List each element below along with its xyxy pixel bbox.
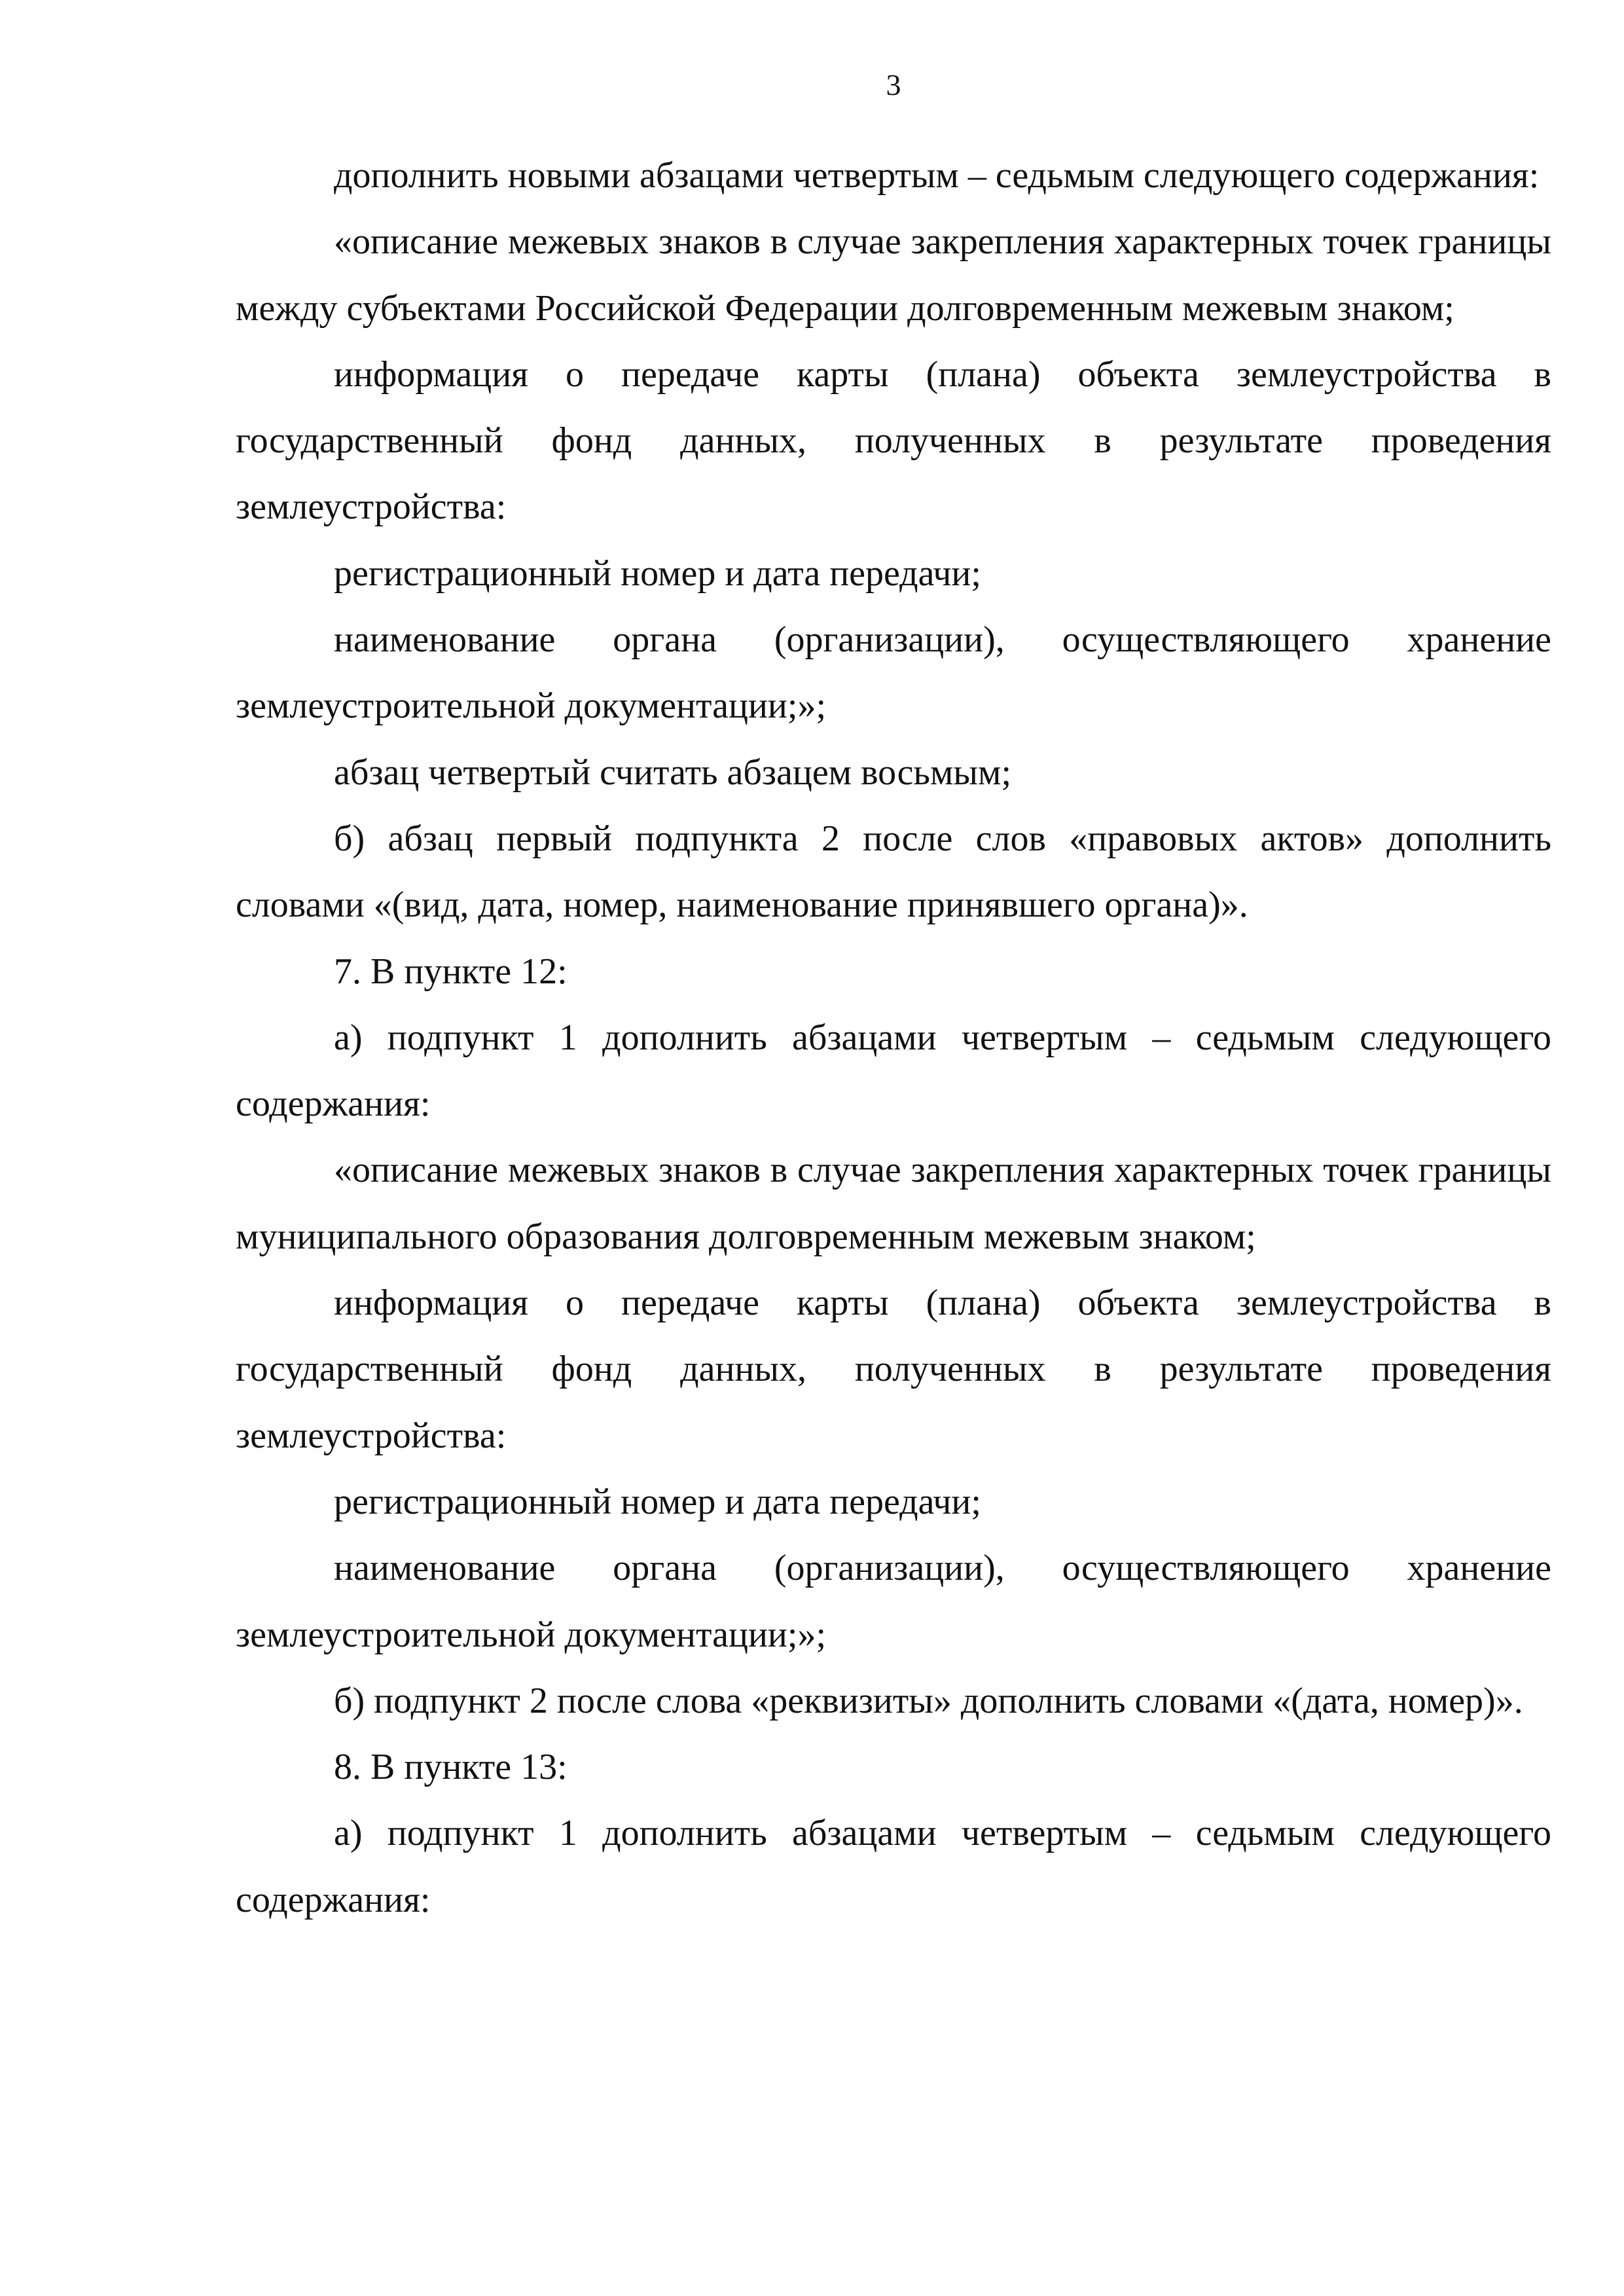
- paragraph: регистрационный номер и дата передачи;: [334, 1481, 981, 1522]
- section-heading: 8. В пункте 13:: [334, 1747, 568, 1788]
- paragraph: информация о передаче карты (плана) объекта землеустройства в государственный фонд данных, полученных в результате проведения землеустройства:: [236, 354, 1551, 528]
- paragraph: б) подпункт 2 после слова «реквизиты» дополнить словами «(дата, номер)».: [334, 1680, 1523, 1721]
- paragraph: регистрационный номер и дата передачи;: [334, 553, 981, 594]
- paragraph: «описание межевых знаков в случае закрепления характерных точек границы между субъектами Российской Федерации долговременным межевым знаком;: [236, 221, 1551, 329]
- paragraph: информация о передаче карты (плана) объекта землеустройства в государственный фонд данных, полученных в результате проведения землеустройства:: [236, 1283, 1551, 1456]
- paragraph: а) подпункт 1 дополнить абзацами четвертым – седьмым следующего содержания:: [236, 1017, 1551, 1125]
- paragraph: «описание межевых знаков в случае закрепления характерных точек границы муниципального образования долговременным межевым знаком;: [236, 1150, 1551, 1257]
- paragraph: наименование органа (организации), осуществляющего хранение землеустроительной документации;»;: [236, 1548, 1551, 1655]
- paragraph: наименование органа (организации), осуществляющего хранение землеустроительной документации;»;: [236, 619, 1551, 727]
- paragraph: абзац четвертый считать абзацем восьмым;: [334, 752, 1012, 793]
- paragraph: дополнить новыми абзацами четвертым – седьмым следующего содержания:: [334, 155, 1540, 196]
- document-body: [236, 143, 1551, 1933]
- paragraph: а) подпункт 1 дополнить абзацами четвертым – седьмым следующего содержания:: [236, 1813, 1551, 1920]
- section-heading: 7. В пункте 12:: [334, 951, 568, 992]
- page-number: 3: [886, 68, 901, 101]
- paragraph: б) абзац первый подпункта 2 после слов «правовых актов» дополнить словами «(вид, дата, номер, наименование принявшего органа)».: [236, 818, 1551, 926]
